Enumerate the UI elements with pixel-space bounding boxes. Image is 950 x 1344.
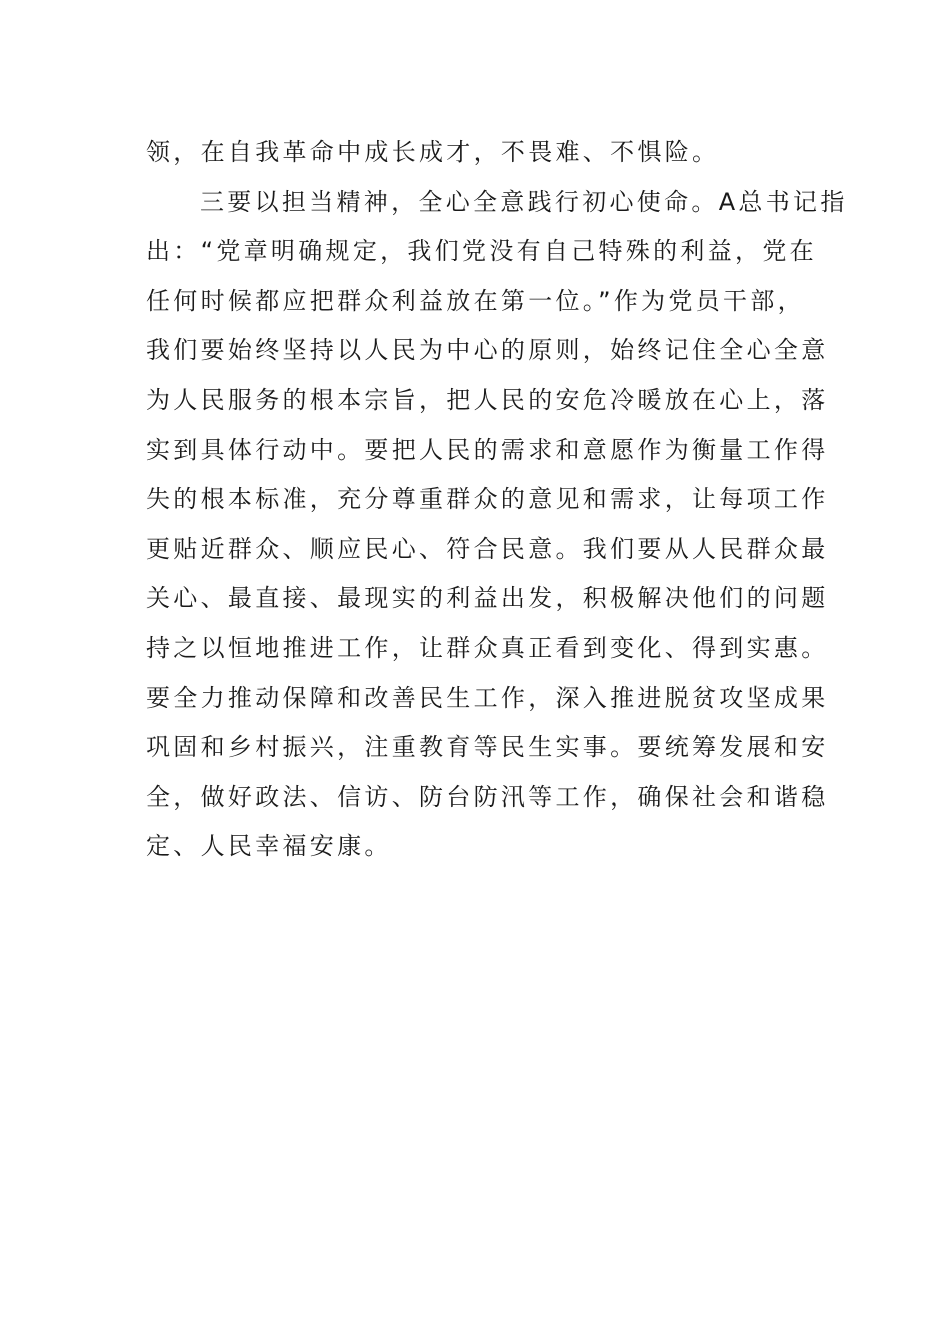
text-line: 要全力推动保障和改善民生工作，深入推进脱贫攻坚成果	[146, 683, 829, 712]
text-line: 为人民服务的根本宗旨，把人民的安危冷暖放在心上，落	[146, 385, 829, 414]
text-line: 定、人民幸福安康。	[146, 832, 392, 861]
text-line: 持之以恒地推进工作，让群众真正看到变化、得到实惠。	[146, 633, 829, 662]
text-line: 实到具体行动中。要把人民的需求和意愿作为衡量工作得	[146, 435, 829, 464]
text-line: 出：“党章明确规定，我们党没有自己特殊的利益，党在	[146, 237, 817, 266]
text-line: 更贴近群众、顺应民心、符合民意。我们要从人民群众最	[146, 534, 829, 563]
text-line: 全，做好政法、信访、防台防汛等工作，确保社会和谐稳	[146, 782, 829, 811]
text-line: 巩固和乡村振兴，注重教育等民生实事。要统筹发展和安	[146, 733, 829, 762]
paragraph-first-line: 三要以担当精神，全心全意践行初心使命。A总书记指	[200, 187, 848, 216]
text-line: 关心、最直接、最现实的利益出发，积极解决他们的问题	[146, 584, 829, 613]
text-line: 领，在自我革命中成长成才，不畏难、不惧险。	[146, 138, 720, 166]
text-line: 失的根本标准，充分尊重群众的意见和需求，让每项工作	[146, 485, 829, 514]
text-line: 任何时候都应把群众利益放在第一位。”作为党员干部，	[146, 286, 805, 315]
body-text	[146, 128, 848, 872]
text-line: 我们要始终坚持以人民为中心的原则，始终记住全心全意	[146, 336, 829, 365]
